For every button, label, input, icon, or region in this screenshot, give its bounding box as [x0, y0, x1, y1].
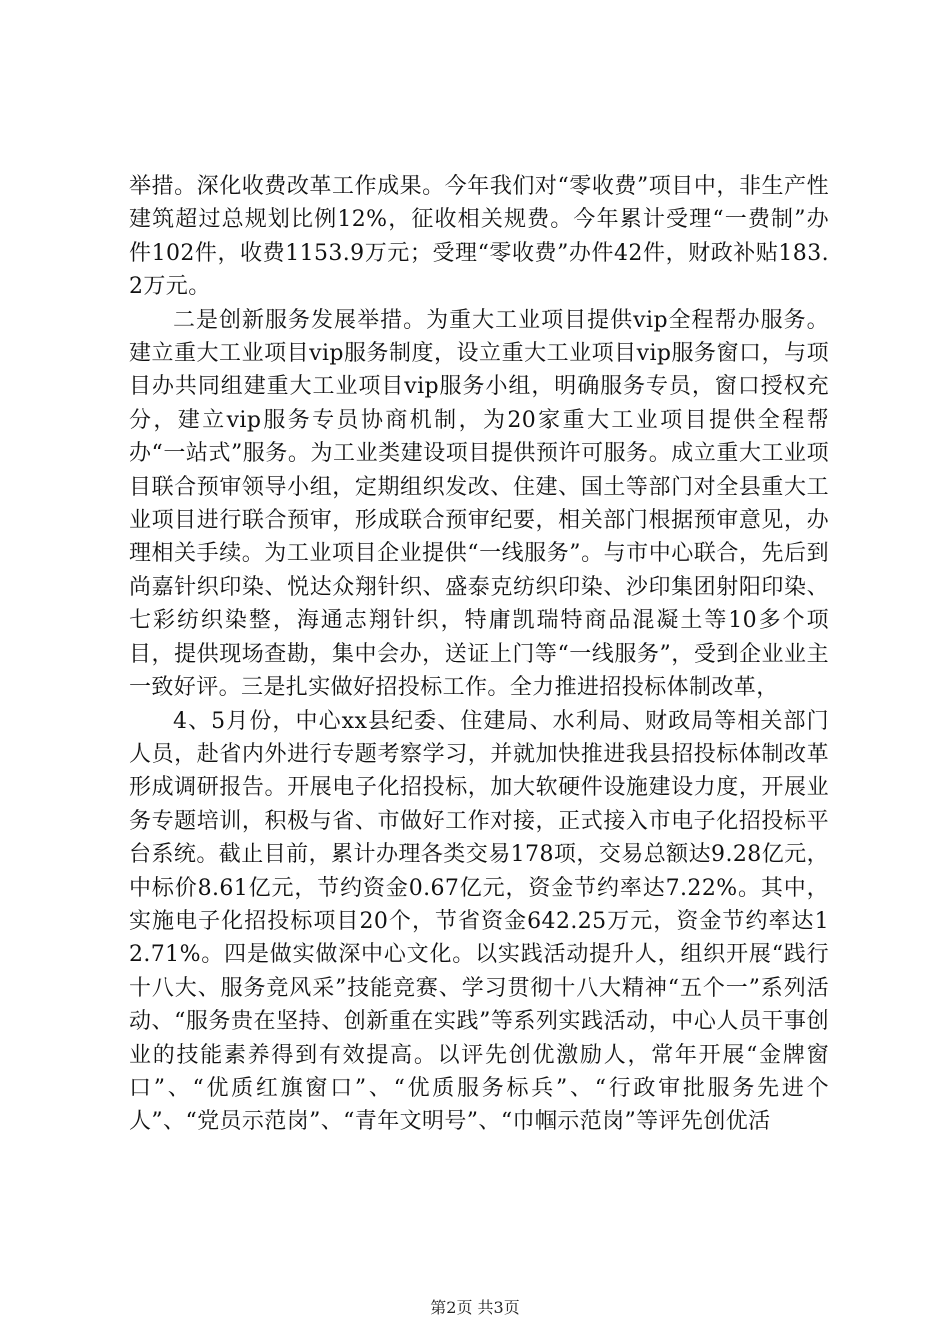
- paragraph-1: 举措。深化收费改革工作成果。今年我们对“零收费”项目中，非生产性建筑超过总规划比例12%，征收相关规费。今年累计受理“一费制”办件102件，收费1153.9万元；受理“零收费”办件42件，财政补贴183.2万元。: [129, 174, 829, 300]
- document-body: [129, 170, 829, 1139]
- paragraph-2: 二是创新服务发展举措。为重大工业项目提供vip全程帮办服务。建立重大工业项目vip服务制度，设立重大工业项目vip服务窗口，与项目办共同组建重大工业项目vip服务小组，明确服务专员，窗口授权充分，建立vip服务专员协商机制，为20家重大工业项目提供全程帮办“一站式”服务。为工业类建设项目提供预许可服务。成立重大工业项目联合预审领导小组，定期组织发改、住建、国土等部门对全县重大工业项目进行联合预审，形成联合预审纪要，相关部门根据预审意见，办理相关手续。为工业项目企业提供“一线服务”。与市中心联合，先后到尚嘉针织印染、悦达众翔针织、盛泰克纺织印染、沙印集团射阳印染、七彩纺织染整，海通志翔针织，特庸凯瑞特商品混凝土等10多个项目，提供现场查勘，集中会办，送证上门等“一线服务”，受到企业业主一致好评。三是扎实做好招投标工作。全力推进招投标体制改革，: [129, 307, 829, 701]
- paragraph-3: 4、5月份，中心xx县纪委、住建局、水利局、财政局等相关部门人员，赴省内外进行专题考察学习，并就加快推进我县招投标体制改革形成调研报告。开展电子化招投标，加大软硬件设施建设力度，开展业务专题培训，积极与省、市做好工作对接，正式接入市电子化招投标平台系统。截止目前，累计办理各类交易178项，交易总额达9.28亿元，中标价8.61亿元，节约资金0.67亿元，资金节约率达7.22%。其中，实施电子化招投标项目20个，节省资金642.25万元，资金节约率达12.71%。四是做实做深中心文化。以实践活动提升人，组织开展“践行十八大、服务竞风采”技能竞赛、学习贯彻十八大精神“五个一”系列活动、“服务贵在坚持、创新重在实践”等系列实践活动，中心人员干事创业的技能素养得到有效提高。以评先创优激励人，常年开展“金牌窗口”、“优质红旗窗口”、“优质服务标兵”、“行政审批服务先进个人”、“党员示范岗”、“青年文明号”、“巾帼示范岗”等评先创优活: [129, 708, 829, 1135]
- page-footer: 第2页 共3页: [430, 1298, 520, 1317]
